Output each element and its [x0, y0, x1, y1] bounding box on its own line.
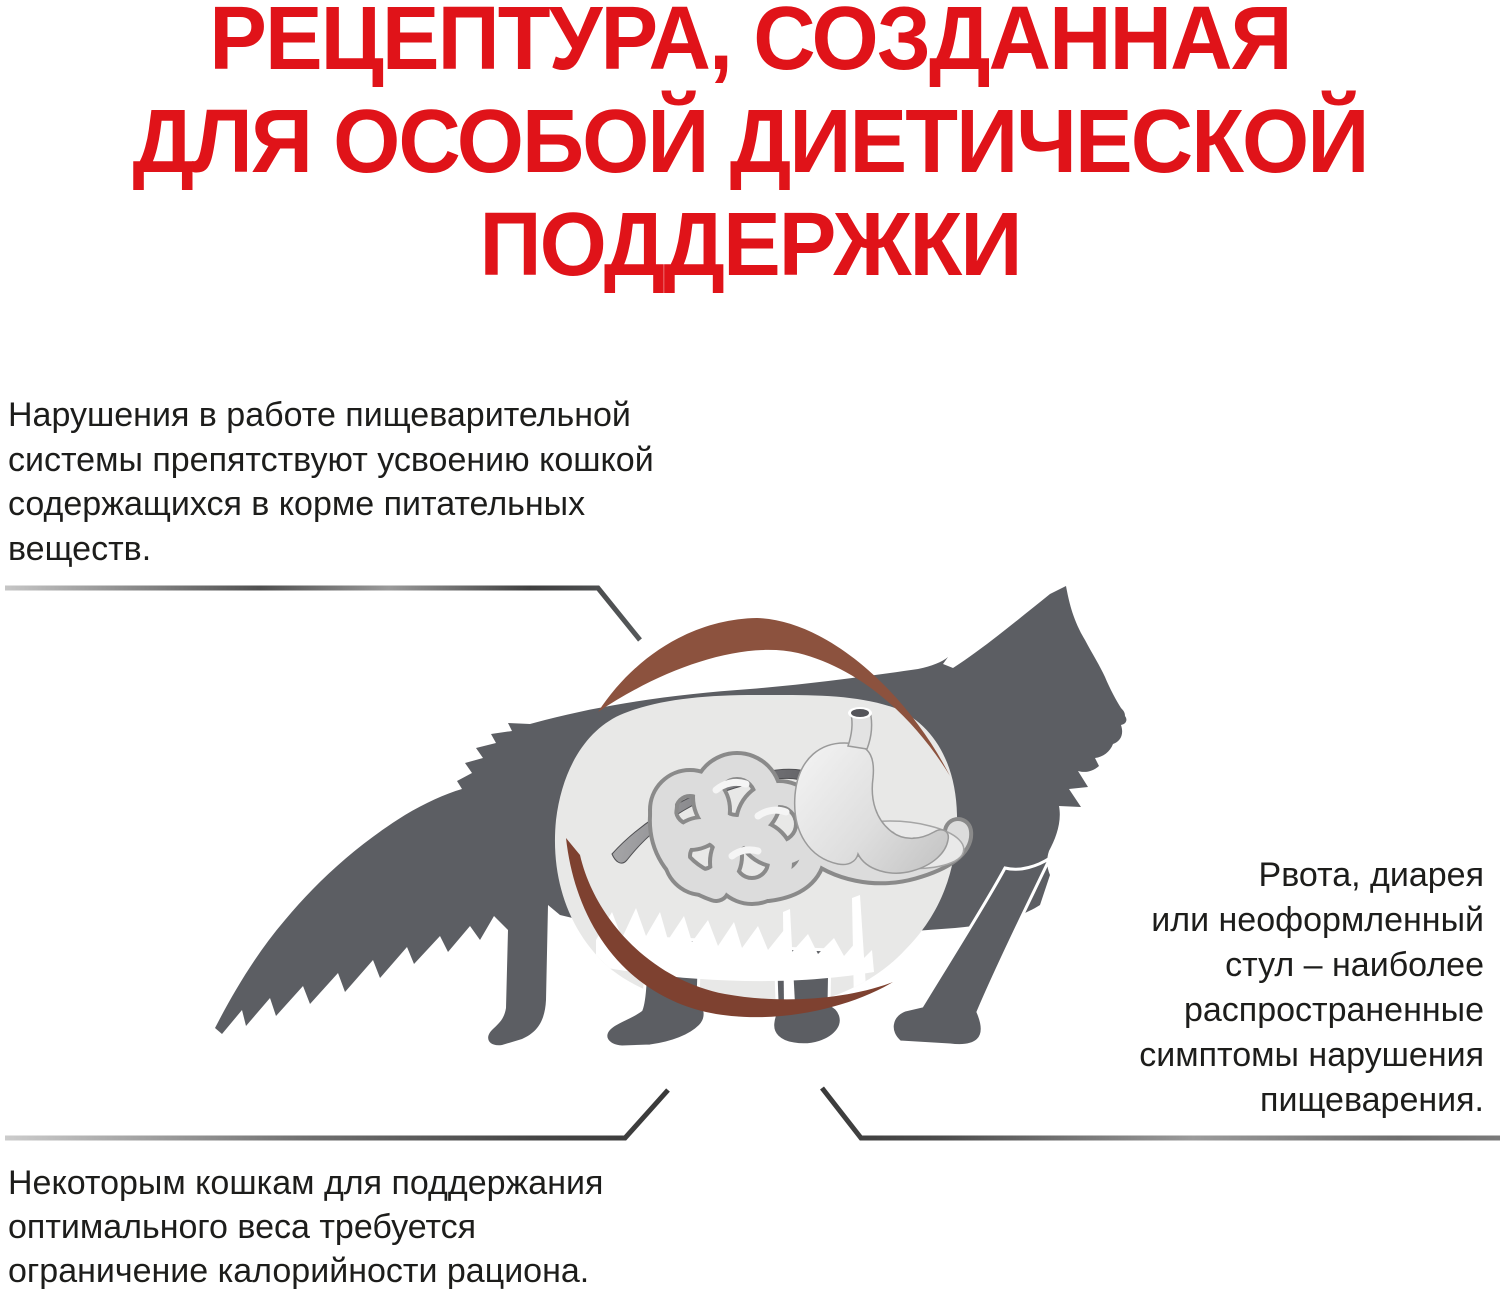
page-title-line: ПОДДЕРЖКИ [479, 195, 1021, 295]
callout-line: веществ. [8, 529, 152, 568]
callout-line: оптимального веса требуется [8, 1208, 477, 1246]
callout-line: ограничение калорийности рациона. [8, 1252, 590, 1290]
page-title-line: ДЛЯ ОСОБОЙ ДИЕТИЧЕСКОЙ [132, 92, 1368, 192]
callout-line: Рвота, диарея [1258, 856, 1484, 894]
callout-line: распространенные [1183, 991, 1484, 1029]
callout-line: Некоторым кошкам для поддержания [8, 1164, 604, 1202]
callout-line: системы препятствуют усвоению кошкой [8, 440, 654, 479]
esophagus-opening [851, 709, 869, 717]
callout-digestion-problems [8, 393, 654, 571]
callout-line: содержащихся в корме питательных [8, 485, 586, 523]
leader-line-bottom-left [5, 1090, 668, 1138]
page-title-line: РЕЦЕПТУРА, СОЗДАННАЯ [209, 0, 1291, 89]
callout-line: Нарушения в работе пищеварительной [8, 396, 631, 434]
callout-line: симптомы нарушения [1139, 1036, 1484, 1074]
callout-line: или неоформленный [1151, 901, 1484, 939]
callout-line: стул – наиболее [1225, 946, 1484, 984]
callout-weight-control [8, 1161, 603, 1293]
leader-line-top-left [5, 588, 640, 640]
callout-line: пищеварения. [1260, 1081, 1484, 1119]
callout-symptoms [1139, 853, 1484, 1123]
